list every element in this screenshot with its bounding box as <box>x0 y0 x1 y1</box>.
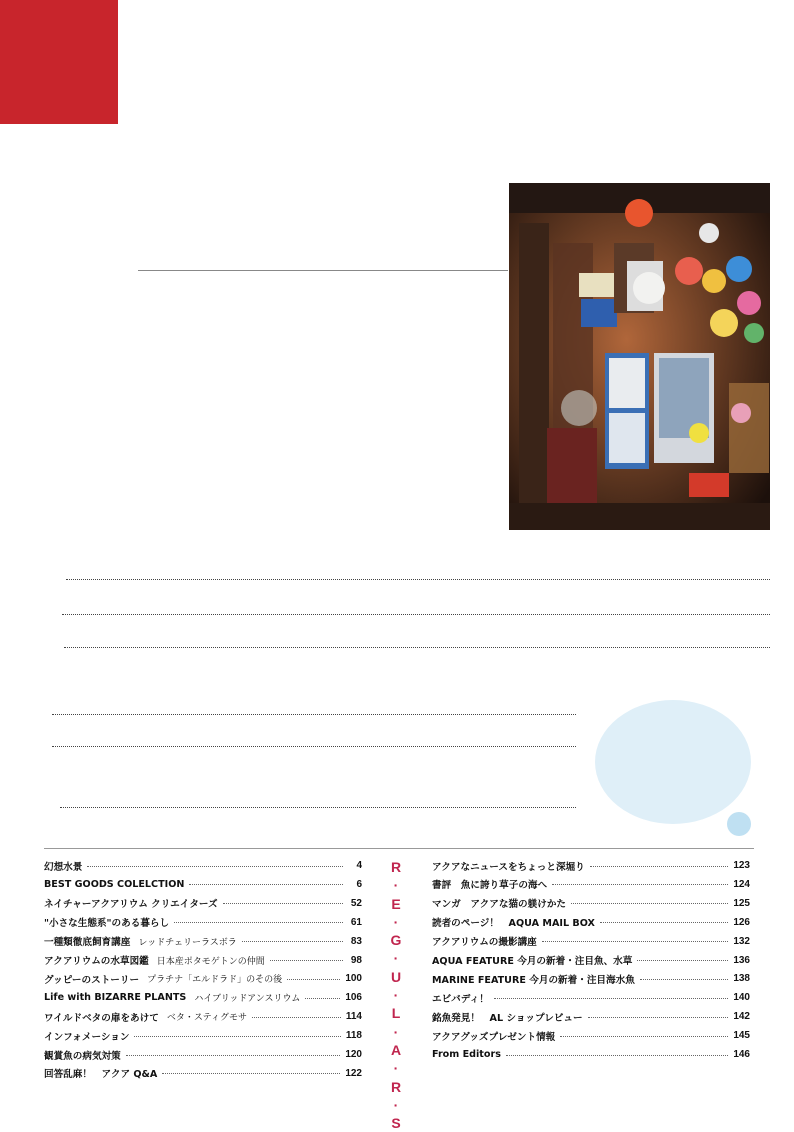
regular-item[interactable] <box>432 988 750 1007</box>
regular-subtitle: プラチナ「エルドラド」のその後 <box>147 975 283 986</box>
page-number: 118 <box>345 1030 362 1042</box>
regular-item[interactable] <box>44 875 362 894</box>
page-number: 132 <box>733 935 750 947</box>
regular-item[interactable] <box>432 875 750 894</box>
page-number: 124 <box>733 878 750 890</box>
page-number: 83 <box>350 935 362 947</box>
regulars-letter: · <box>393 1096 399 1113</box>
regular-title: 回答乱麻！ アクア Q&A <box>44 1069 158 1081</box>
regular-subtitle: レッドチェリーラスボラ <box>138 937 237 948</box>
regular-title: From Editors <box>432 1049 501 1060</box>
regular-title: ワイルドベタの扉をあけて <box>44 1012 159 1024</box>
leader-dots <box>162 1072 340 1074</box>
new-series-row[interactable] <box>44 806 584 808</box>
regular-title: MARINE FEATURE 今月の新着・注目海水魚 <box>432 974 635 986</box>
leader-dots <box>252 1016 341 1018</box>
leader-dots <box>189 883 343 885</box>
regular-item[interactable] <box>432 951 750 970</box>
regular-subtitle: 日本産ポタモゲトンの仲間 <box>156 956 265 967</box>
regular-title: "小さな生態系"のある暮らし <box>44 918 170 930</box>
cover-photo <box>509 183 770 530</box>
leader-dots <box>52 713 576 715</box>
leader-dots <box>174 921 343 923</box>
page-number: 138 <box>733 973 750 985</box>
regular-title: アクアリウムの撮影講座 <box>432 937 537 949</box>
regular-title: 一種類徹底飼育講座 <box>44 937 131 949</box>
page-number: 126 <box>733 916 750 928</box>
leader-dots <box>560 1035 728 1037</box>
regular-title: アクアリウムの水草図鑑 <box>44 956 149 967</box>
page-number: 52 <box>350 897 362 909</box>
leader-dots <box>66 578 770 580</box>
page-number: 100 <box>345 973 362 985</box>
regulars-letter: · <box>393 913 399 930</box>
leader-dots <box>126 1054 341 1056</box>
regulars-letter: L <box>391 1005 401 1022</box>
retro-shop-illustration <box>509 183 770 530</box>
regular-title: マンガ アクアな猫の躾けかた <box>432 899 567 911</box>
page-number: 61 <box>350 916 362 928</box>
event-report-row-2[interactable] <box>44 745 584 747</box>
regular-item[interactable] <box>432 969 750 988</box>
regular-item[interactable] <box>44 856 362 875</box>
regular-item[interactable] <box>432 1045 750 1064</box>
leader-dots <box>87 865 343 867</box>
leader-dots <box>242 940 343 942</box>
regular-title: Life with BIZARRE PLANTS <box>44 992 187 1004</box>
regular-title: インフォメーション <box>44 1031 130 1043</box>
regular-subtitle: ベタ・スティグモサ <box>166 1013 247 1024</box>
decorative-dot <box>727 812 751 836</box>
subscription-bubble <box>595 700 751 824</box>
regular-item[interactable] <box>44 913 362 932</box>
regulars-letter: E <box>391 895 401 912</box>
regular-item[interactable] <box>44 1045 362 1064</box>
leader-dots <box>494 997 729 999</box>
regular-title: アクアグッズプレゼント情報 <box>432 1031 556 1043</box>
page-number: 98 <box>350 954 362 966</box>
mini-feature-row-3[interactable] <box>44 646 778 648</box>
leader-dots <box>590 865 729 867</box>
leader-dots <box>571 902 728 904</box>
page-number: 106 <box>345 992 362 1004</box>
regular-item[interactable] <box>432 1007 750 1026</box>
regulars-letter: · <box>393 950 399 967</box>
page-number: 125 <box>733 897 750 909</box>
regulars-letter: · <box>393 1060 399 1077</box>
regular-item[interactable] <box>432 913 750 932</box>
regular-item[interactable] <box>44 1064 362 1083</box>
regular-item[interactable] <box>432 894 750 913</box>
leader-dots <box>637 959 728 961</box>
page-number: 4 <box>356 860 362 871</box>
leader-dots <box>134 1035 340 1037</box>
regular-item[interactable] <box>44 969 362 988</box>
page-number: 142 <box>733 1011 750 1023</box>
leader-dots <box>588 1016 729 1018</box>
regulars-letter: · <box>393 877 399 894</box>
issue-badge <box>0 0 118 124</box>
regulars-letter: R <box>390 859 402 875</box>
regulars-rule <box>44 848 754 849</box>
regulars-letter: U <box>390 968 402 985</box>
regulars-letter: S <box>391 1115 401 1132</box>
regular-item[interactable] <box>432 932 750 951</box>
regular-title: 幻想水景 <box>44 861 83 873</box>
regular-item[interactable] <box>432 1026 750 1045</box>
page-number: 6 <box>356 878 362 890</box>
mini-feature-row-1[interactable] <box>44 578 778 580</box>
regular-item[interactable] <box>44 894 362 913</box>
leader-dots <box>600 921 728 923</box>
regular-title: アクアなニュースをちょっと深堀り <box>432 861 585 873</box>
regulars-vertical-label <box>386 858 406 1132</box>
leader-dots <box>52 745 576 747</box>
regular-title: 読者のページ！ AQUA MAIL BOX <box>432 918 595 930</box>
leader-dots <box>64 646 770 648</box>
leader-dots <box>270 959 343 961</box>
regular-title: AQUA FEATURE 今月の新着・注目魚、水草 <box>432 956 633 967</box>
regular-item[interactable] <box>44 951 362 970</box>
regular-item[interactable] <box>44 932 362 951</box>
leader-dots <box>60 806 576 808</box>
page-number: 146 <box>733 1049 750 1060</box>
page-number: 123 <box>733 860 750 871</box>
leader-dots <box>506 1054 728 1056</box>
regular-title: 観賞魚の病気対策 <box>44 1050 121 1062</box>
regular-subtitle: ハイブリッドアンスリウム <box>194 994 301 1005</box>
mini-feature-row-2[interactable] <box>44 613 778 615</box>
regular-item[interactable] <box>44 1007 362 1026</box>
regulars-letter: A <box>390 1041 402 1058</box>
page-number: 122 <box>345 1067 362 1079</box>
page-number: 140 <box>733 992 750 1004</box>
regular-title: 書評 魚に誇り草子の海へ <box>432 880 548 892</box>
leader-dots <box>305 997 340 999</box>
leader-dots <box>640 978 729 980</box>
page-number: 145 <box>733 1030 750 1042</box>
regular-title: 銘魚発見！ AL ショップレビュー <box>432 1012 583 1024</box>
special-issue-rule <box>138 270 508 271</box>
leader-dots <box>552 883 728 885</box>
regular-title: ネイチャーアクアリウム クリエイターズ <box>44 899 218 911</box>
leader-dots <box>542 940 729 942</box>
page-number: 136 <box>733 954 750 966</box>
leader-dots <box>223 902 343 904</box>
regular-title: グッピーのストーリー <box>44 974 140 986</box>
leader-dots <box>287 978 340 980</box>
page-number: 114 <box>345 1011 362 1023</box>
regular-item[interactable] <box>44 1026 362 1045</box>
regulars-letter: R <box>390 1078 402 1095</box>
regular-title: BEST GOODS COLELCTION <box>44 878 185 890</box>
regulars-letter: G <box>390 932 402 949</box>
regular-title: エビバディ！ <box>432 993 489 1005</box>
regulars-letter: · <box>393 1023 399 1040</box>
regulars-letter: · <box>393 987 399 1004</box>
regular-item[interactable] <box>44 988 362 1007</box>
event-report-row-1[interactable] <box>44 713 584 715</box>
leader-dots <box>62 613 770 615</box>
page-number: 120 <box>345 1049 362 1060</box>
regular-item[interactable] <box>432 856 750 875</box>
